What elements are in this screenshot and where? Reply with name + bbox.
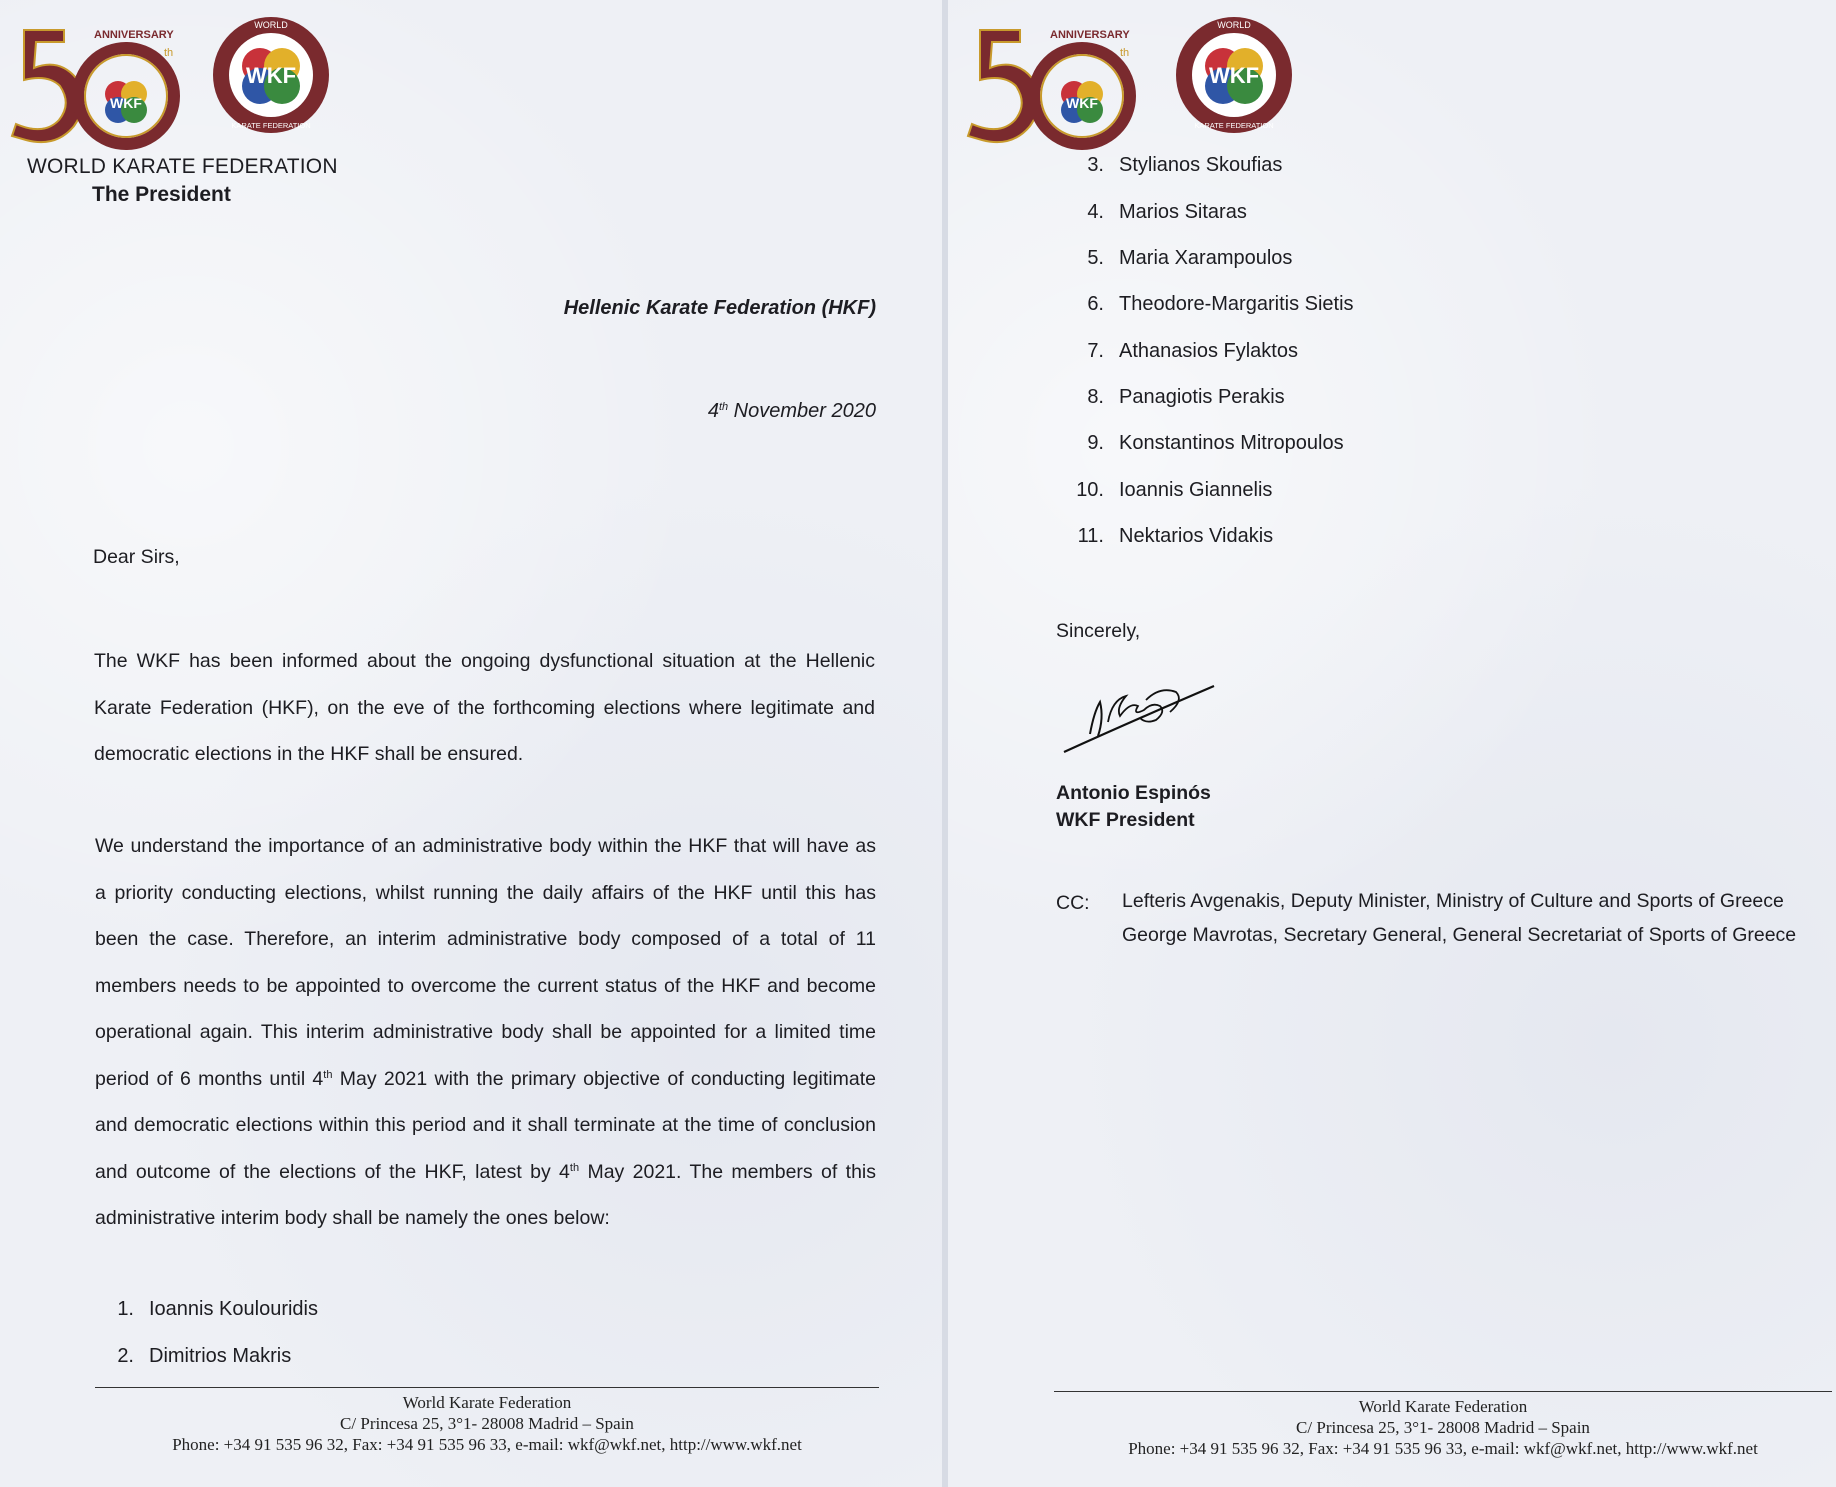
list-item: 9. Konstantinos Mitropoulos [1087, 432, 1344, 454]
anniversary-logo-wkf-text: WKF [110, 95, 142, 111]
footer [95, 1392, 879, 1455]
wkf-seal-logo [1173, 14, 1295, 136]
footer-line-3: Phone: +34 91 535 96 32, Fax: +34 91 535 96 33, e-mail: wkf@wkf.net, http://www.wkf.net [1128, 1439, 1758, 1458]
list-item: 8. Panagiotis Perakis [1087, 386, 1285, 408]
list-item: 2. Dimitrios Makris [117, 1345, 292, 1367]
closing: Sincerely, [1056, 620, 1141, 642]
wkf-seal-logo [210, 14, 332, 136]
letter-page-2 [948, 0, 1836, 1487]
footer-line-1: World Karate Federation [402, 1393, 572, 1412]
seal-top-text: WORLD [1217, 20, 1251, 30]
seal-bottom-text: KARATE FEDERATION [231, 121, 311, 130]
list-item: 3. Stylianos Skoufias [1087, 154, 1283, 176]
paragraph-1: The WKF has been informed about the ongoing dysfunctional situation at the Hellenic Karate Federation (HKF), on the eve of the forthcoming elections where legitimate and democratic elections in the HKF shall be ensured. [94, 650, 875, 765]
letter-date: 4th November 2020 [707, 400, 876, 422]
footer-rule [1054, 1391, 1832, 1392]
signatory-title: WKF President [1056, 809, 1195, 831]
anniversary-logo [4, 20, 184, 150]
anniversary-logo [960, 20, 1140, 150]
footer-line-2: C/ Princesa 25, 3°1- 28008 Madrid – Spain [1296, 1418, 1590, 1437]
list-item: 10. Ioannis Giannelis [1076, 479, 1273, 501]
anniversary-logo-wkf-text: WKF [1066, 95, 1098, 111]
org-name: WORLD KARATE FEDERATION [27, 155, 338, 178]
addressee: Hellenic Karate Federation (HKF) [563, 297, 876, 319]
footer-line-3: Phone: +34 91 535 96 32, Fax: +34 91 535 96 33, e-mail: wkf@wkf.net, http://www.wkf.net [172, 1435, 802, 1454]
signature-drawing [1060, 672, 1220, 756]
cc-line-2: George Mavrotas, Secretary General, General Secretariat of Sports of Greece [1122, 924, 1797, 946]
footer-rule [95, 1387, 879, 1388]
signatory-name: Antonio Espinós [1056, 782, 1211, 804]
list-item: 7. Athanasios Fylaktos [1087, 340, 1298, 362]
salutation: Dear Sirs, [93, 546, 180, 568]
footer-line-2: C/ Princesa 25, 3°1- 28008 Madrid – Spain [340, 1414, 634, 1433]
anniversary-word: ANNIVERSARY [94, 29, 174, 41]
list-item: 5. Maria Xarampoulos [1087, 247, 1293, 269]
footer [1054, 1396, 1832, 1459]
list-item: 6. Theodore-Margaritis Sietis [1087, 293, 1354, 315]
list-item: 4. Marios Sitaras [1087, 201, 1247, 223]
cc-line-1: Lefteris Avgenakis, Deputy Minister, Ministry of Culture and Sports of Greece [1122, 890, 1784, 912]
paragraph-2: We understand the importance of an administrative body within the HKF that will have as a priority conducting elections, whilst running the daily affairs of the HKF until this has been the case. Therefore, an interim administrative body composed of a total of 11 members needs to be appointed to overcome the current status of the HKF and become operational again. This interim administrative body shall be appointed for a limited time period of 6 months until 4th May 2021 with the primary objective of conducting legitimate and democratic elections within this period and it shall terminate at the time of conclusion and outcome of the elections of the HKF, latest by 4th May 2021. The members of this administrative interim body shall be namely the ones below: [95, 835, 876, 1229]
anniversary-word: ANNIVERSARY [1050, 29, 1130, 41]
seal-center-text: WKF [1208, 63, 1260, 88]
list-item: 11. Nektarios Vidakis [1077, 525, 1274, 547]
footer-line-1: World Karate Federation [1358, 1397, 1528, 1416]
seal-center-text: WKF [245, 63, 297, 88]
seal-top-text: WORLD [254, 20, 288, 30]
anniversary-suffix: th [1120, 47, 1130, 59]
office-title: The President [92, 183, 231, 206]
anniversary-suffix: th [164, 47, 174, 59]
list-item: 1. Ioannis Koulouridis [117, 1298, 318, 1320]
cc-label: CC: [1056, 892, 1090, 914]
seal-bottom-text: KARATE FEDERATION [1194, 121, 1274, 130]
